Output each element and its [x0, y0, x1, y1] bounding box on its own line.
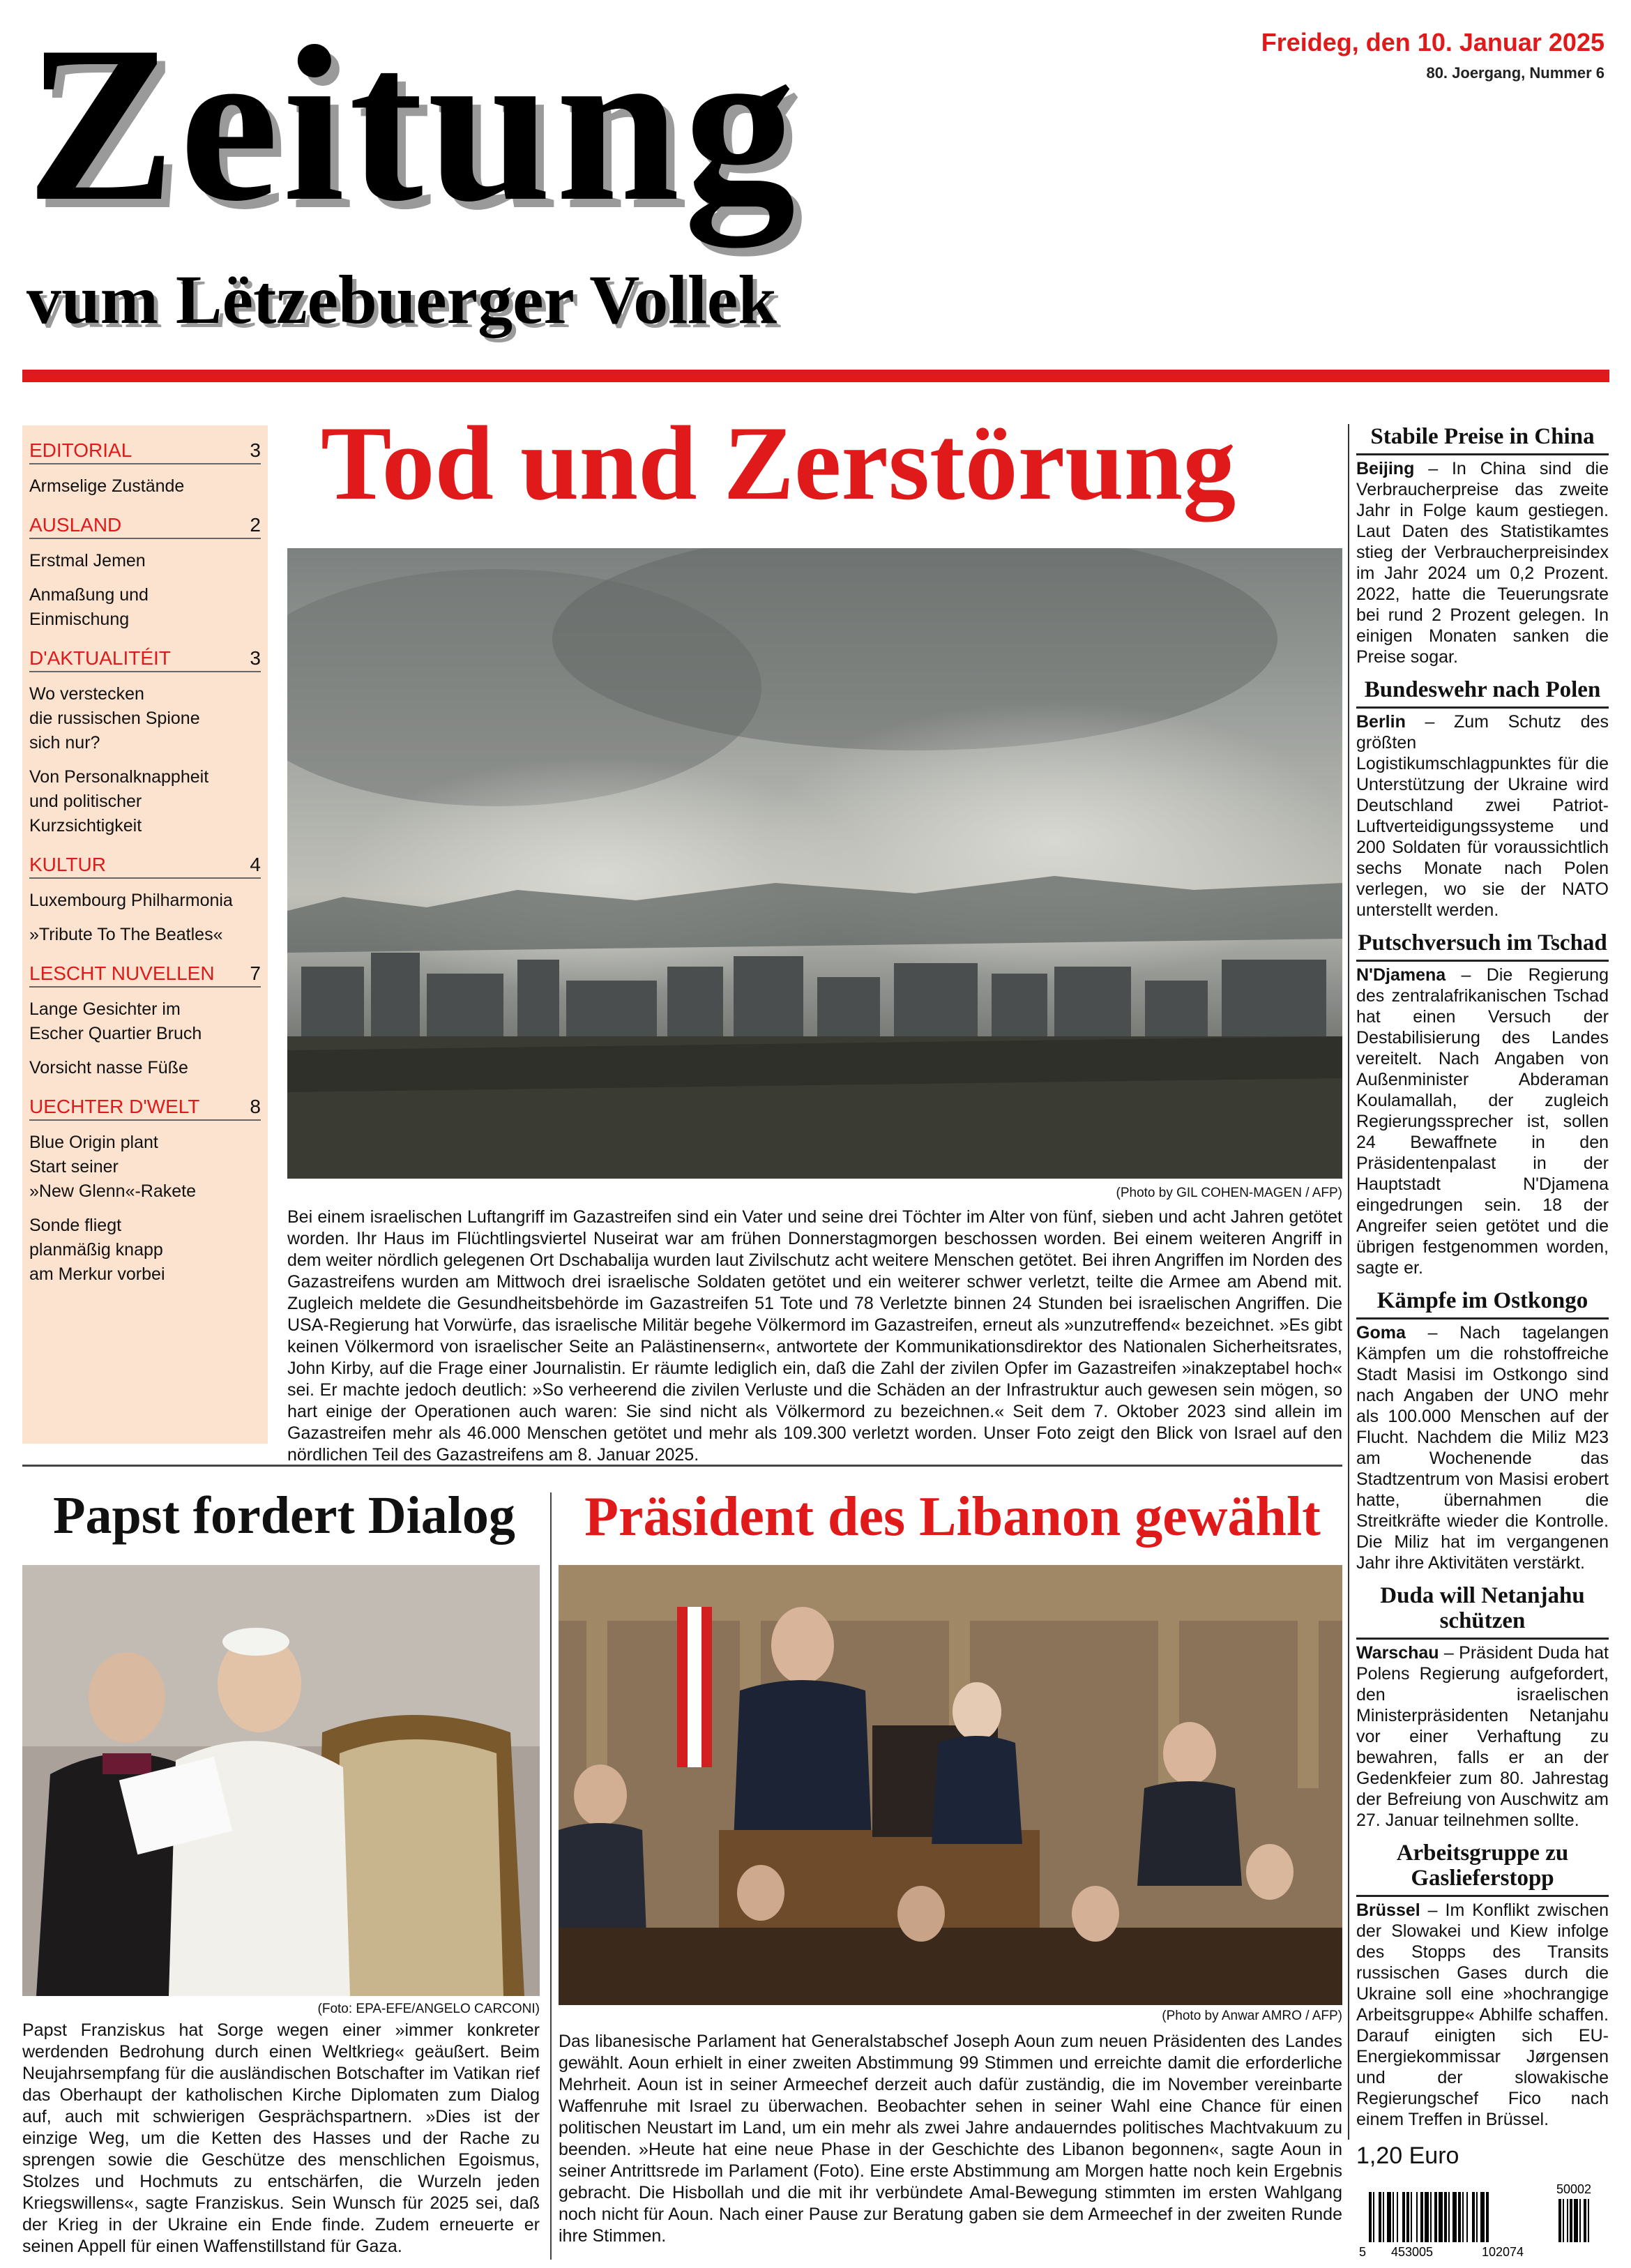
barcode-addon-bar [1558, 2199, 1561, 2242]
index-section-page: 3 [250, 439, 261, 461]
index-section-name: KULTUR [29, 854, 106, 875]
lebanon-parliament-image [559, 1565, 1342, 2005]
brief-body [1356, 1322, 1609, 1573]
index-item[interactable]: »Tribute To The Beatles« [29, 925, 223, 944]
index-section-name: D'AKTUALITÉIT [29, 647, 171, 669]
index-section[interactable] [29, 647, 261, 672]
brief-rule [1356, 1638, 1609, 1640]
papst-article-text: Papst Franziskus hat Sorge wegen einer »immer konkreter werdenden Bedrohung durch einen Weltkrieg« geäußert. Beim Neujahrsempfang für die ausländischen Botschafter im Vatikan rief das Oberhaupt der katholischen Kirche Diplomaten zum Dialog auf, auch mit schwierigen Gesprächspartnern. »Dies ist der einzige Weg, um die Ketten des Hasses und der Rache zu sprengen sowie die Geschütze des menschlichen Egoismus, Stolzes und Hochmuts zu entschärfen, die Wurzeln jeden Kriegswillens«, sagte Franziskus. Sein Wunsch für 2025 sei, daß der Krieg in der Ukraine ein Ende finde. Zudem erneuerte er seinen Appell für einen Waffenstillstand für Gaza. [22, 2020, 540, 2256]
news-brief [1356, 1288, 1609, 1573]
barcode-addon-bar [1584, 2199, 1586, 2242]
index-item[interactable]: Erstmal Jemen [29, 551, 146, 570]
index-section-page: 8 [250, 1096, 261, 1117]
lead-headline: Tod und Zerstörung [321, 405, 1236, 522]
news-brief [1356, 1583, 1609, 1831]
brief-dateline: N'Djamena [1356, 965, 1446, 985]
news-brief [1356, 1840, 1609, 2130]
index-item[interactable]: Vorsicht nasse Füße [29, 1058, 188, 1078]
libanon-photo-credit: (Photo by Anwar AMRO / AFP) [1162, 2009, 1342, 2023]
news-brief [1356, 930, 1609, 1278]
index-item[interactable]: Anmaßung und Einmischung [29, 585, 149, 629]
gaza-skyline-image [287, 548, 1342, 1179]
barcode-bar [1430, 2192, 1432, 2242]
barcode-bar [1472, 2192, 1475, 2242]
barcode-addon-bar [1588, 2199, 1589, 2242]
barcode-bar [1425, 2192, 1429, 2242]
barcode-bar [1406, 2192, 1409, 2242]
index-section[interactable] [29, 962, 261, 988]
brief-rule [1356, 453, 1609, 455]
barcode-digits: 102074 [1481, 2245, 1524, 2259]
brief-title: Duda will Netanjahu schützen [1380, 1583, 1585, 1633]
brief-text: – Präsident Duda hat Polens Regierung aufgefordert, den israelischen Ministerpräsidenten Netanjahu vor einer Verhaftung zu bewahren, falls er an der Gedenkfeier zum 80. Jahrestag der Befreiung von Auschwitz am 27. Januar teilnehmen sollte. [1356, 1643, 1609, 1830]
barcode-bar [1486, 2192, 1489, 2242]
papst-headline: Papst fordert Dialog [53, 1486, 515, 1545]
brief-title: Kämpfe im Ostkongo [1376, 1288, 1588, 1313]
index-section[interactable] [29, 439, 261, 464]
price-label: 1,20 Euro [1356, 2142, 1459, 2169]
barcode-digits: 453005 [1390, 2245, 1434, 2259]
brief-rule [1356, 706, 1609, 709]
barcode-addon-bar [1579, 2199, 1581, 2242]
section-divider [22, 1465, 1342, 1467]
barcode-bar [1416, 2192, 1418, 2242]
brief-body [1356, 1900, 1609, 2130]
barcode-bar [1476, 2192, 1478, 2242]
brief-rule [1356, 1895, 1609, 1897]
column-divider [1348, 424, 1349, 2140]
index-section-page: 7 [250, 962, 261, 984]
libanon-photo [559, 1565, 1342, 2005]
lead-photo-credit: (Photo by GIL COHEN-MAGEN / AFP) [1116, 1186, 1342, 1200]
brief-dateline: Brüssel [1356, 1900, 1420, 1920]
barcode-bar [1420, 2192, 1423, 2242]
index-section[interactable] [29, 854, 261, 879]
index-item[interactable]: Wo verstecken die russischen Spione sich nur? [29, 684, 200, 753]
index-section-name: AUSLAND [29, 514, 122, 536]
news-brief [1356, 677, 1609, 921]
brief-body [1356, 458, 1609, 667]
news-brief [1356, 424, 1609, 667]
barcode-bar [1387, 2192, 1391, 2242]
barcode-graphic [1356, 2179, 1609, 2260]
brief-dateline: Warschau [1356, 1643, 1439, 1663]
brief-dateline: Goma [1356, 1323, 1406, 1343]
barcode-bar [1444, 2192, 1447, 2242]
contents-index [22, 425, 268, 1444]
masthead-title: Zeitung [26, 1, 800, 248]
index-section-page: 4 [250, 854, 261, 875]
brief-title: Putschversuch im Tschad [1358, 930, 1607, 955]
brief-body [1356, 965, 1609, 1278]
barcode-bar [1439, 2192, 1443, 2242]
libanon-headline: Präsident des Libanon gewählt [584, 1486, 1321, 1548]
brief-text: – Zum Schutz des größten Logistikumschlagpunktes für die Unterstützung der Ukraine wird Deutschland zwei Patriot-Luftverteidigungssysteme und 200 Soldaten für voraussichtlich sechs Monate nach Polen verlegen, wo sie der NATO unterstellt werden. [1356, 712, 1609, 920]
brief-title: Bundeswehr nach Polen [1364, 677, 1601, 702]
index-section-name: UECHTER D'WELT [29, 1096, 200, 1117]
brief-text: – Im Konflikt zwischen der Slowakei und Kiew infolge des Stopps des Transits russischen Gases durch die Ukraine soll eine »hochrangige Arbeitsgruppe« Abhilfe schaffen. Darauf einigten sich EU-Energiekommissar Jørgensen und der slowakische Regierungschef Fico nach einem Treffen in Brüssel. [1356, 1900, 1609, 2129]
brief-text: – In China sind die Verbraucherpreise das zweite Jahr in Folge kaum gestiegen. Laut Daten des Statistikamtes stieg der Verbraucherpreisindex im Jahr 2024 um 0,2 Prozent. 2022, hatte die Teuerungsrate bei rund 2 Prozent gelegen. In einigen Monaten sanken die Preise sogar. [1356, 459, 1609, 667]
brief-dateline: Beijing [1356, 459, 1415, 478]
index-section[interactable] [29, 1096, 261, 1121]
lead-photo [287, 548, 1342, 1179]
barcode-bar [1462, 2192, 1464, 2242]
barcode-bar [1369, 2192, 1372, 2242]
barcode-bar [1452, 2192, 1457, 2242]
index-section-name: EDITORIAL [29, 439, 132, 461]
barcode-bar [1448, 2192, 1450, 2242]
barcode-bar [1480, 2192, 1485, 2242]
masthead-rule [22, 370, 1609, 382]
barcode [1356, 2179, 1609, 2260]
barcode-digits: 50002 [1556, 2182, 1592, 2196]
news-briefs-column [1356, 424, 1609, 2140]
brief-body [1356, 711, 1609, 921]
column-divider-bottom [550, 1492, 552, 2260]
barcode-bar [1373, 2192, 1374, 2242]
barcode-bar [1458, 2192, 1461, 2242]
brief-title: Stabile Preise in China [1370, 424, 1595, 449]
index-item[interactable]: Blue Origin plant Start seiner »New Glenn«-Rakete [29, 1133, 197, 1201]
brief-body [1356, 1642, 1609, 1831]
index-section[interactable] [29, 514, 261, 539]
barcode-bar [1379, 2192, 1381, 2242]
barcode-bar [1411, 2192, 1412, 2242]
papst-photo [22, 1565, 540, 1996]
barcode-bar [1402, 2192, 1405, 2242]
brief-dateline: Berlin [1356, 712, 1406, 732]
index-section-page: 3 [250, 647, 261, 669]
barcode-bar [1393, 2192, 1394, 2242]
barcode-bar [1383, 2192, 1384, 2242]
brief-text: – Nach tagelangen Kämpfen um die rohstoffreiche Stadt Masisi im Ostkongo sind nach Angaben der UNO mehr als 100.000 Menschen auf der Flucht. Nachdem die Miliz M23 am Wochenende das Stadtzentrum von Masisi erobert hatte, übernahmen die Streitkräfte wieder die Kontrolle. Die Miliz hat im vergangenen Jahr ihre Aktivitäten verstärkt. [1356, 1323, 1609, 1573]
barcode-bar [1434, 2192, 1437, 2242]
brief-rule [1356, 960, 1609, 962]
index-item[interactable]: Lange Gesichter im Escher Quartier Bruch [29, 999, 202, 1043]
brief-text: – Die Regierung des zentralafrikanischen Tschad hat einen Versuch der Destabilisierung des Landes vereitelt. Nach Angaben von Außenminister Abderaman Koulamallah, der zugleich Regierungssprecher ist, sollen 24 Bewaffnete in den Präsidentenpalast in der Hauptstadt N'Djamena eingedrungen sein. 18 der Angreifer seien getötet und die übrigen festgenommen worden, sagte er. [1356, 965, 1609, 1278]
brief-rule [1356, 1317, 1609, 1320]
barcode-bar [1466, 2192, 1468, 2242]
lead-article-text: Bei einem israelischen Luftangriff im Gazastreifen sind ein Vater und seine drei Töchter im Alter von fünf, sieben und acht Jahren getötet worden. Ihr Haus im Flüchtlingsviertel Nuseirat war am frühen Donnerstagmorgen beschossen worden. Bei einem weiteren Angriff in dem weiter nördlich gelegenen Ort Dschabalija wurden laut Zivilschutz acht weitere Menschen getötet. Bei ihren Angriffen im Norden des Gazastreifens wurden am Mittwoch drei israelische Soldaten getötet und ein weiterer schwer verletzt, teilte die Armee am Abend mit. Zugleich meldete die Gesundheitsbehörde im Gazastreifen 51 Tote und 78 Verletzte binnen 24 Stunden bei israelischen Angriffen. Die USA-Regierung hat Vorwürfe, das israelische Militär begehe Völkermord im Gazastreifen, erneut als »unzutreffend« bezeichnet. »Es gibt keinen Völkermord von israelischer Seite an Palästinensern«, antwortete der Kommunikationsdirektor des Nationalen Sicherheitsrates, John Kirby, auf die Frage einer Journalistin. Er räumte lediglich ein, daß die Zahl der zivilen Opfer im Gazastreifen »inakzeptabel hoch« sei. Er machte jedoch deutlich: »So verheerend die zivilen Verluste und die Schäden an der Infrastruktur auch gewesen sein mögen, so hart einige der Operationen auch waren: Sie sind nicht als Völkermord zu bezeichnen.« Seit dem 7. Oktober 2023 sind allein im Gazastreifen mehr als 46.000 Menschen getötet und mehr als 109.300 verletzt worden. Unser Foto zeigt den Blick von Israel auf den nördlichen Teil des Gazastreifens am 8. Januar 2025. [287, 1207, 1342, 1465]
barcode-addon-bar [1567, 2199, 1568, 2242]
barcode-digits: 5 [1359, 2245, 1367, 2259]
barcode-addon-bar [1563, 2199, 1564, 2242]
pope-speaking-image [22, 1565, 540, 1996]
masthead-subtitle: vum Lëtzebuerger Vollek [26, 261, 777, 338]
barcode-addon-bar [1574, 2199, 1578, 2242]
index-section-page: 2 [250, 514, 261, 536]
index-section-name: LESCHT NUVELLEN [29, 962, 215, 984]
papst-photo-credit: (Foto: EPA-EFE/ANGELO CARCONI) [317, 2002, 540, 2016]
index-item[interactable]: Luxembourg Philharmonia [29, 891, 233, 910]
issue-date: Freideg, den 10. Januar 2025 [1261, 28, 1605, 56]
libanon-article-text: Das libanesische Parlament hat Generalstabschef Joseph Aoun zum neuen Präsidenten des Landes gewählt. Aoun erhielt in einer zweiten Abstimmung 99 Stimmen und erreichte damit die erforderliche Mehrheit. Aoun ist in seiner Armeechef derzeit auch dafür zuständig, die im November vereinbarte Waffenruhe mit Israel zu überwachen. Beobachter sehen in seiner Wahl eine Chance für einen politischen Neustart im Land, um ein mehr als zwei Jahre andauerndes politisches Machtvakuum zu beenden. »Heute hat eine neue Phase in der Geschichte des Libanon begonnen«, sagte Aoun in seiner Antrittsrede im Parlament (Foto). Eine erste Abstimmung am Morgen hatte noch kein Ergebnis gebracht. Die Hisbollah und die mit ihr verbündete Amal-Bewegung stimmten im ersten Wahlgang noch nicht für Aoun. Nach einer Pause zur Beratung gaben sie dem Armeechef in der zweiten Runde ihre Stimmen. [559, 2032, 1342, 2246]
barcode-bar [1397, 2192, 1398, 2242]
index-item[interactable]: Von Personalknappheit und politischer Kurzsichtigkeit [29, 767, 209, 836]
index-item[interactable]: Sonde fliegt planmäßig knapp am Merkur vorbei [29, 1216, 165, 1284]
barcode-addon-bar [1570, 2199, 1572, 2242]
index-item[interactable]: Armselige Zustände [29, 476, 185, 496]
brief-title: Arbeitsgruppe zu Gaslieferstopp [1396, 1840, 1569, 1891]
issue-number: 80. Joergang, Nummer 6 [1426, 64, 1605, 82]
